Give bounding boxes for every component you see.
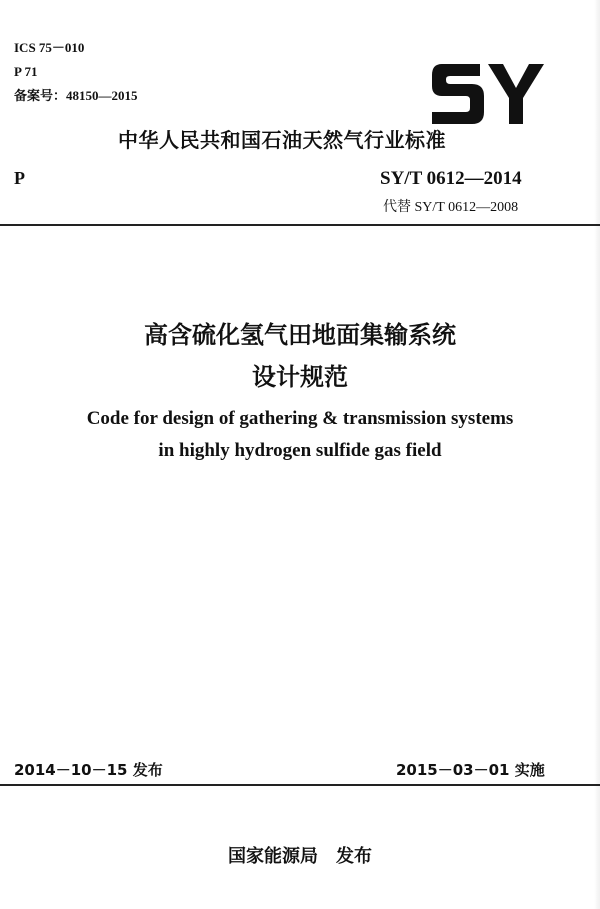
- standard-org: 中华人民共和国石油天然气行业标准: [118, 128, 446, 152]
- title-cn-line1: 高含硫化氢气田地面集输系统: [144, 321, 456, 349]
- category-code: P 71: [14, 64, 38, 79]
- page-edge-shading: [594, 0, 600, 909]
- replaces-note: 代替 SY/T 0612—2008: [383, 200, 519, 215]
- header-divider: [0, 224, 600, 226]
- title-en-line1: Code for design of gathering & transmission systems: [86, 408, 514, 429]
- title-en-line2: in highly hydrogen sulfide gas field: [158, 440, 442, 461]
- footer-divider: [0, 784, 600, 786]
- sy-logo: [430, 58, 546, 130]
- record-number: 备案号：48150—2015: [14, 88, 138, 103]
- implement-date: 2015－03－01 实施: [396, 761, 545, 779]
- title-cn-line2: 设计规范: [252, 363, 348, 391]
- publisher: 国家能源局 发布: [228, 846, 372, 867]
- ics-code: ICS 75－010: [14, 40, 85, 55]
- category-letter: P: [14, 168, 25, 188]
- issue-date: 2014－10－15 发布: [14, 761, 163, 779]
- standard-number: SY/T 0612—2014: [380, 168, 522, 189]
